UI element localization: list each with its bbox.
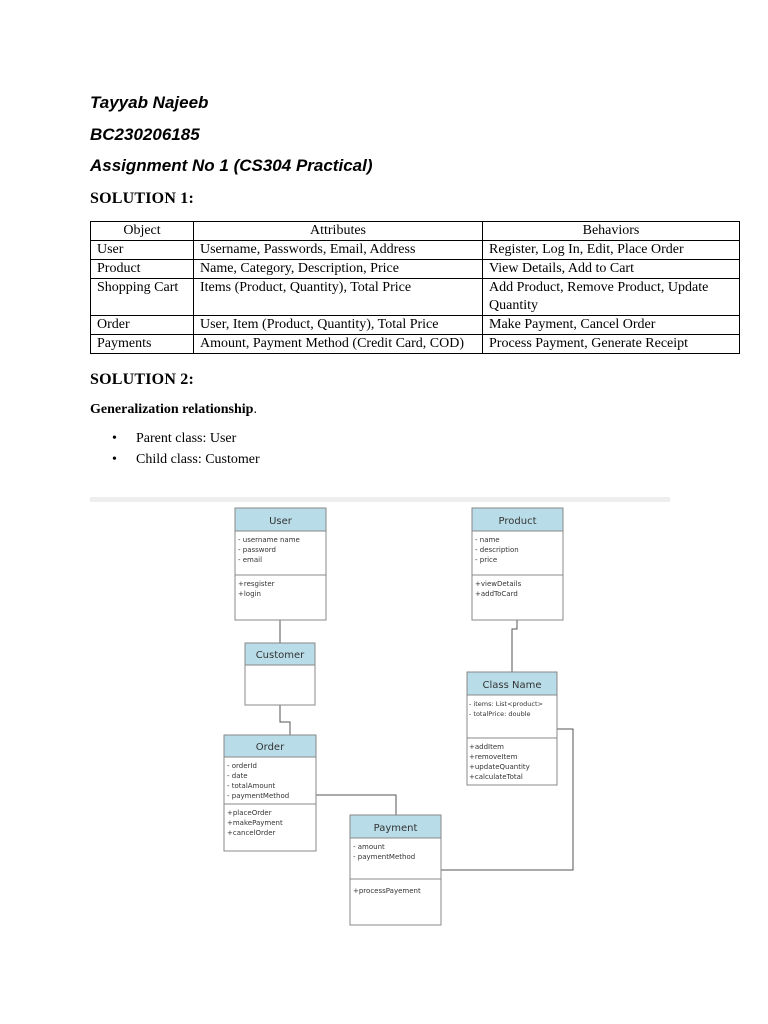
class-attribute: - name — [475, 536, 500, 544]
class-name: Order — [255, 742, 285, 753]
table-cell: Shopping Cart — [91, 279, 194, 316]
class-operation: +addItem — [469, 743, 504, 751]
bullet-icon: • — [112, 452, 117, 467]
bullet-icon: • — [112, 431, 117, 446]
class-attribute: - totalAmount — [227, 782, 276, 790]
class-operation: +viewDetails — [475, 580, 522, 588]
table-cell: View Details, Add to Cart — [483, 260, 740, 279]
assignment-title: Assignment No 1 (CS304 Practical) — [90, 156, 373, 175]
table-cell: Name, Category, Description, Price — [194, 260, 483, 279]
relationship-label: Generalization relationship — [90, 402, 254, 417]
class-attribute: - paymentMethod — [353, 853, 416, 861]
uml-class-customer — [245, 643, 315, 705]
column-header: Object — [91, 222, 194, 241]
uml-class-payment — [350, 815, 441, 925]
list-item — [112, 428, 260, 449]
class-attribute: - username name — [238, 536, 300, 544]
table-row — [91, 279, 740, 316]
table-row — [91, 335, 740, 354]
list-item-text: Parent class: User — [136, 431, 237, 446]
class-attribute: - items: List<product> — [469, 700, 543, 708]
author-name: Tayyab Najeeb — [90, 93, 209, 112]
connector-customer-order — [280, 705, 290, 735]
table-cell: Payments — [91, 335, 194, 354]
class-operation: +resgister — [238, 580, 275, 588]
table-row — [91, 260, 740, 279]
class-name: Customer — [255, 650, 305, 661]
uml-class-user — [235, 508, 326, 620]
class-operation: +removeItem — [469, 753, 518, 761]
list-item — [112, 449, 260, 470]
class-name: Payment — [373, 823, 418, 834]
relationship-line — [90, 402, 257, 418]
table-cell: Username, Passwords, Email, Address — [194, 241, 483, 260]
connector-order-payment — [316, 795, 396, 815]
table-cell: User, Item (Product, Quantity), Total Price — [194, 316, 483, 335]
table-row — [91, 316, 740, 335]
uml-class-product — [472, 508, 563, 620]
class-name: Class Name — [482, 680, 542, 691]
table-cell: Order — [91, 316, 194, 335]
table-cell: Process Payment, Generate Receipt — [483, 335, 740, 354]
table-cell: Add Product, Remove Product, Update Quantity — [483, 279, 740, 316]
class-attribute: - email — [238, 556, 263, 564]
column-header: Attributes — [194, 222, 483, 241]
class-attribute: - description — [475, 546, 519, 554]
class-attribute: - paymentMethod — [227, 792, 290, 800]
bullet-list — [112, 428, 260, 470]
class-attribute: - date — [227, 772, 248, 780]
class-attribute: - amount — [353, 843, 385, 851]
list-item-text: Child class: Customer — [136, 452, 260, 467]
class-operation: +placeOrder — [227, 809, 272, 817]
table-cell: Amount, Payment Method (Credit Card, COD) — [194, 335, 483, 354]
table-cell: Product — [91, 260, 194, 279]
column-header: Behaviors — [483, 222, 740, 241]
table-cell: Make Payment, Cancel Order — [483, 316, 740, 335]
student-id: BC230206185 — [90, 125, 200, 144]
class-operation: +cancelOrder — [227, 829, 276, 837]
class-attribute: - price — [475, 556, 498, 564]
object-table — [90, 221, 740, 354]
uml-class-order — [224, 735, 316, 851]
table-header-row — [91, 222, 740, 241]
class-attribute: - orderId — [227, 762, 257, 770]
class-operation: +updateQuantity — [469, 763, 530, 771]
class-operation: +calculateTotal — [469, 773, 523, 781]
table-cell: Items (Product, Quantity), Total Price — [194, 279, 483, 316]
class-attribute: - password — [238, 546, 276, 554]
table-cell: User — [91, 241, 194, 260]
class-operation: +makePayment — [227, 819, 283, 827]
uml-class-cart — [467, 672, 557, 785]
connector-product-cart — [512, 620, 517, 672]
class-operation: +addToCard — [475, 590, 518, 598]
table-row — [91, 241, 740, 260]
diagram-top-band — [90, 497, 670, 502]
class-name: User — [269, 516, 292, 527]
class-attribute: - totalPrice: double — [469, 710, 531, 718]
solution-1-heading: SOLUTION 1: — [90, 190, 194, 207]
relationship-suffix: . — [253, 402, 257, 417]
table-cell: Register, Log In, Edit, Place Order — [483, 241, 740, 260]
solution-2-heading: SOLUTION 2: — [90, 371, 194, 388]
class-operation: +login — [238, 590, 261, 598]
uml-class-diagram — [90, 497, 670, 927]
class-name: Product — [498, 516, 537, 527]
class-operation: +processPayement — [353, 887, 421, 895]
